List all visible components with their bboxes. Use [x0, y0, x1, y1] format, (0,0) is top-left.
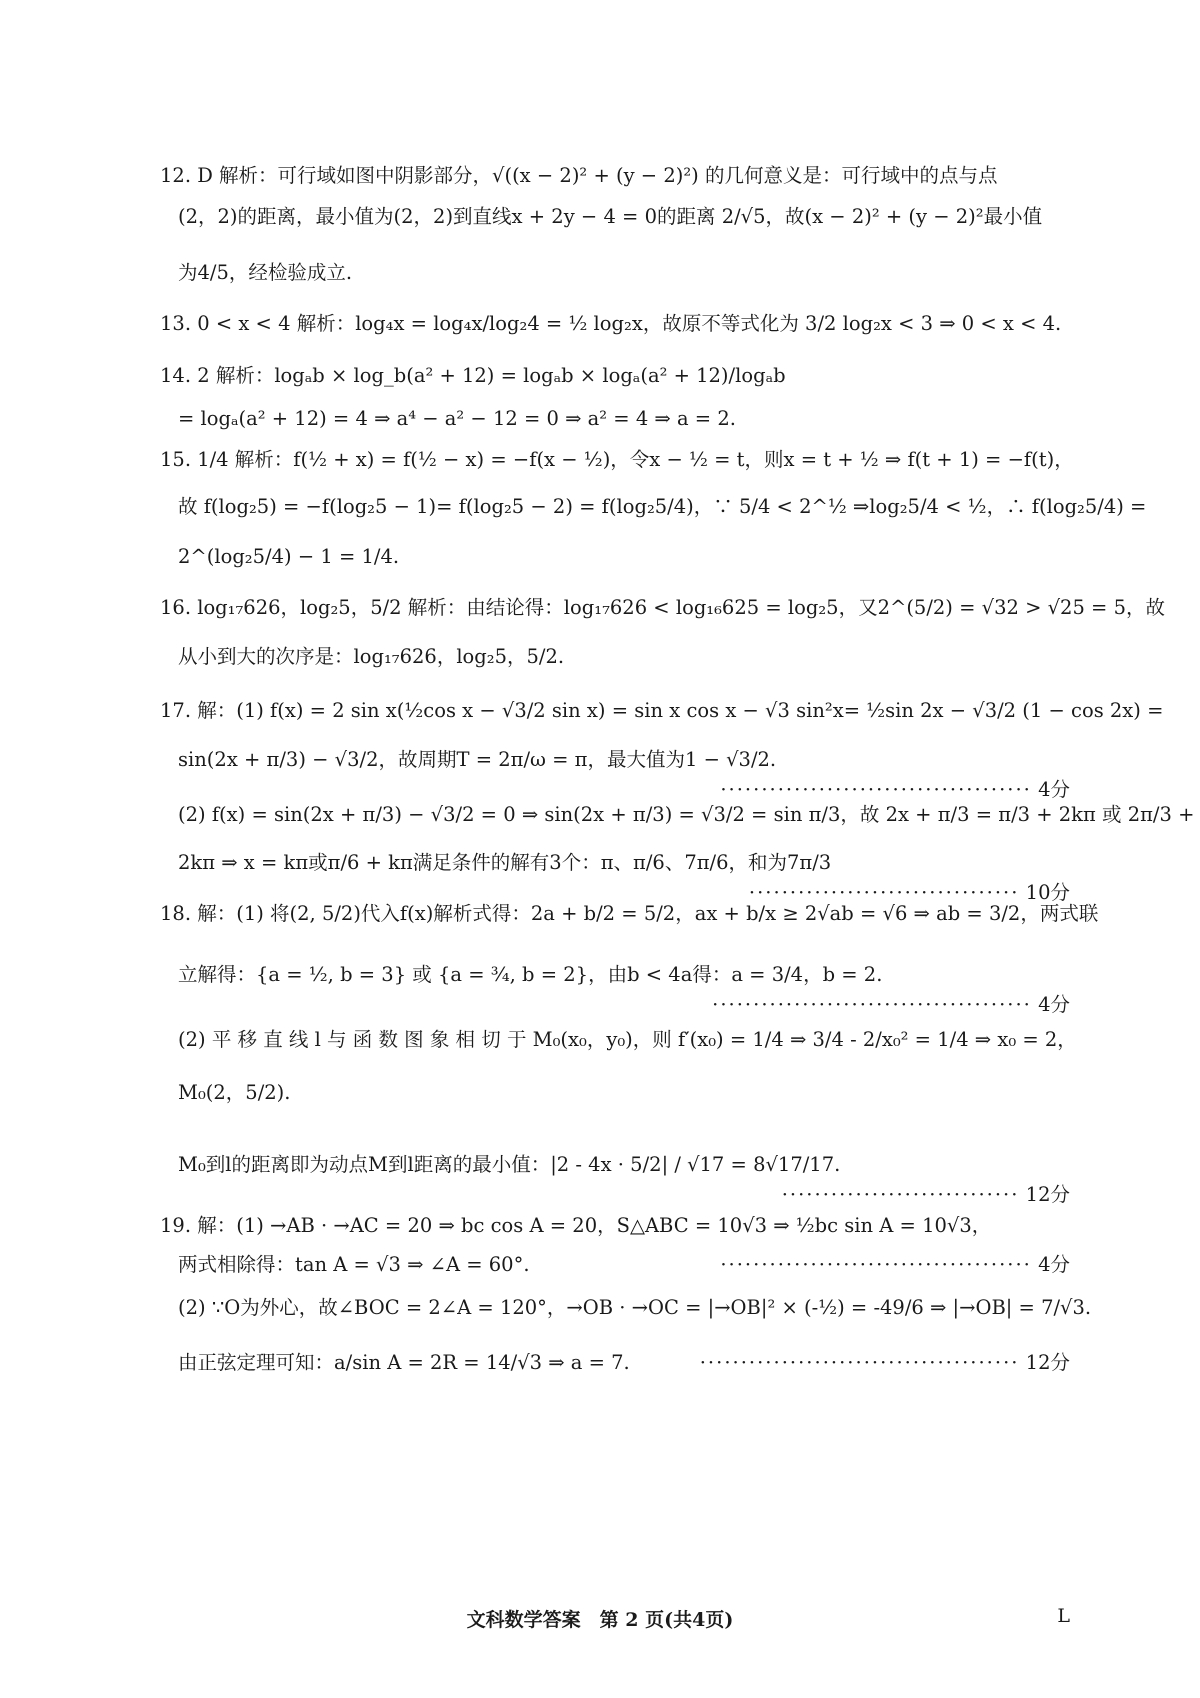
p19-score-12: ······································· 12分 [699, 1351, 1070, 1374]
p15-line3: 2^(log₂5/4) − 1 = 1/4. [178, 545, 400, 568]
p17-line3: (2) f(x) = sin(2x + π/3) − √3/2 = 0 ⇒ sin(2x + π/3) = √3/2 = sin π/3，故 2x + π/3 = π/3 + 2kπ 或 2π/3 + [178, 803, 1195, 826]
p18-line5 [178, 1150, 1070, 1210]
p13-line1: 13. 0 < x < 4 解析：log₄x = log₄x/log₂4 = ½ log₂x，故原不等式化为 3/2 log₂x < 3 ⇒ 0 < x < 4. [160, 312, 1062, 335]
p17-score-4: ······································ 4分 [720, 778, 1070, 801]
p19-line3: (2) ∵O为外心，故∠BOC = 2∠A = 120°，→OB · →OC = |→OB|² × (-½) = -49/6 ⇒ |→OB| = 7/√3. [178, 1296, 1092, 1319]
p18-line5-text: M₀到l的距离即为动点M到l距离的最小值：|2 - 4x · 5/2| / √17 = 8√17/17. [178, 1153, 841, 1176]
p17-line1: 17. 解：(1) f(x) = 2 sin x(½cos x − √3/2 sin x) = sin x cos x − √3 sin²x= ½sin 2x − √3/2 (1 − cos 2x) = [160, 699, 1164, 722]
page-footer-letter: L [1057, 1605, 1070, 1627]
p18-score-4: ······································· 4分 [712, 993, 1070, 1016]
p18-line2 [178, 960, 1070, 1020]
p18-line2-text: 立解得：{a = ½, b = 3} 或 {a = ¾, b = 2}，由b < 4a得：a = 3/4，b = 2. [178, 963, 883, 986]
p14-line2: = logₐ(a² + 12) = 4 ⇒ a⁴ − a² − 12 = 0 ⇒ a² = 4 ⇒ a = 2. [178, 407, 736, 430]
p18-score-12: ····························· 12分 [781, 1183, 1070, 1206]
p17-score-10: ································· 10分 [748, 881, 1070, 904]
p19-line4 [178, 1348, 1070, 1378]
p17-line4-text: 2kπ ⇒ x = kπ或π/6 + kπ满足条件的解有3个：π、π/6、7π/6，和为7π/3 [178, 851, 832, 874]
p19-line2 [178, 1250, 1070, 1280]
p19-line4-text: 由正弦定理可知：a/sin A = 2R = 14/√3 ⇒ a = 7. [178, 1351, 630, 1374]
p18-line4: M₀(2，5/2). [178, 1081, 291, 1104]
p12-line2: (2，2)的距离，最小值为(2，2)到直线x + 2y − 4 = 0的距离 2/√5，故(x − 2)² + (y − 2)²最小值 [178, 205, 1043, 228]
p17-line2-text: sin(2x + π/3) − √3/2，故周期T = 2π/ω = π，最大值为1 − √3/2. [178, 748, 777, 771]
p17-line2 [178, 745, 1070, 805]
p18-line1: 18. 解：(1) 将(2, 5/2)代入f(x)解析式得：2a + b/2 = 5/2，ax + b/x ≥ 2√ab = √6 ⇒ ab = 3/2，两式联 [160, 902, 1099, 925]
p12-line1: 12. D 解析：可行域如图中阴影部分，√((x − 2)² + (y − 2)²) 的几何意义是：可行域中的点与点 [160, 164, 998, 187]
p15-line1: 15. 1/4 解析：f(½ + x) = f(½ − x) = −f(x − ½)，令x − ½ = t，则x = t + ½ ⇒ f(t + 1) = −f(t)， [160, 448, 1074, 471]
p14-line1: 14. 2 解析：logₐb × log_b(a² + 12) = logₐb × logₐ(a² + 12)/logₐb [160, 364, 786, 387]
p12-line3: 为4/5，经检验成立. [178, 261, 353, 284]
p18-line3: (2) 平 移 直 线 l 与 函 数 图 象 相 切 于 M₀(x₀，y₀)，则 f′(x₀) = 1/4 ⇒ 3/4 - 2/x₀² = 1/4 ⇒ x₀ = 2， [178, 1028, 1077, 1051]
p15-line2: 故 f(log₂5) = −f(log₂5 − 1)= f(log₂5 − 2) = f(log₂5/4)，∵ 5/4 < 2^½ ⇒log₂5/4 < ½，∴ f(log₂5/4) = [178, 495, 1147, 518]
p19-line1: 19. 解：(1) →AB · →AC = 20 ⇒ bc cos A = 20，S△ABC = 10√3 ⇒ ½bc sin A = 10√3， [160, 1214, 992, 1237]
p16-line1: 16. log₁₇626，log₂5，5/2 解析：由结论得：log₁₇626 < log₁₆625 = log₂5，又2^(5/2) = √32 > √25 = 5，故 [160, 596, 1166, 619]
page-footer-title: 文科数学答案 第 2 页(共4页) [466, 1609, 734, 1631]
p19-line2-text: 两式相除得：tan A = √3 ⇒ ∠A = 60°. [178, 1253, 530, 1276]
p16-line2: 从小到大的次序是：log₁₇626，log₂5，5/2. [178, 645, 565, 668]
p19-score-4: ······································ 4分 [720, 1253, 1070, 1276]
